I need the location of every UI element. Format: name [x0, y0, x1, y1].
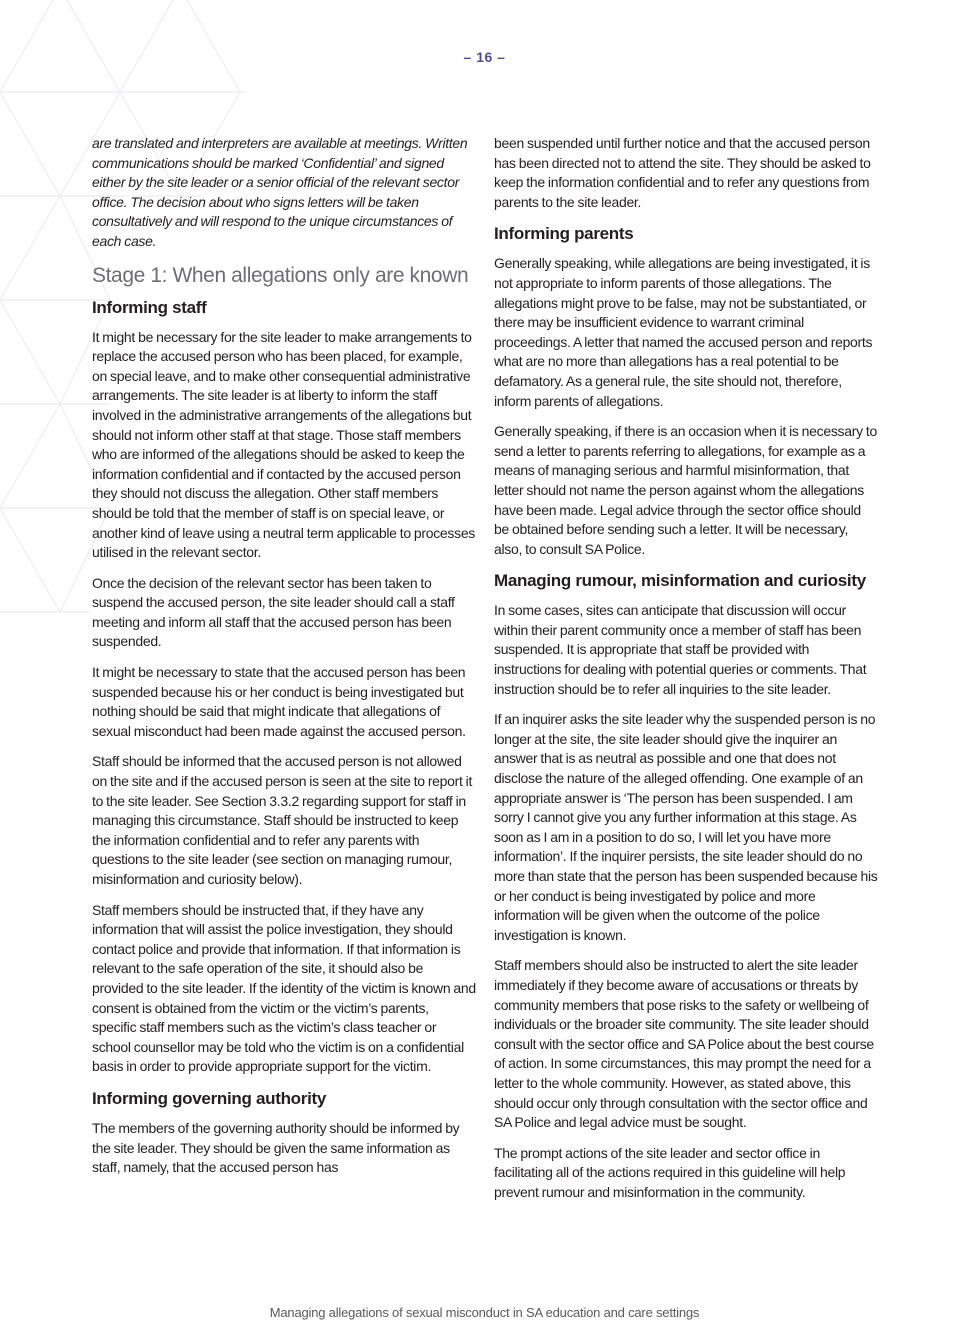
paragraph: It might be necessary to state that the accused person has been suspended because his or her conduct is being investigated but nothing should be said that might indicate that allegations of sexual misconduct had been made against the accused person. [92, 664, 466, 739]
paragraph: Staff should be informed that the accused person is not allowed on the site and if the accused person is seen at the site to report it to the site leader. See Section 3.3.2 regarding support for staff in managing this circumstance. Staff should be instructed to keep the information confidential and to refer any parents with questions to the site leader (see section on managing rumour, misinformation and curiosity below). [92, 753, 473, 887]
paragraph: It might be necessary for the site leader to make arrangements to replace the accused person who has been placed, for example, on special leave, and to make other consequential administrative arrangements. The site leader is at liberty to inform the staff involved in the administrative arrangements of the allegations but should not inform other staff at that stage. Those staff members who are informed of the allegations should be asked to keep the information confidential and if contacted by the accused person they should not discuss the allegation. Other staff members should be told that the member of staff is on special leave, or another kind of leave using a neutral term applicable to processes utilised in the relevant sector. [92, 328, 475, 561]
paragraph: Generally speaking, while allegations are being investigated, it is not appropriate to inform parents of those allegations. The allegations might prove to be false, may not be substantiated, or there may be insufficient evidence to warrant criminal proceedings. A letter that named the accused person and reports what are no more than allegations has a real potential to be defamatory. As a general rule, the site should not, therefore, inform parents of allegations. [494, 255, 873, 409]
paragraph: If an inquirer asks the site leader why the suspended person is no longer at the site, the site leader should give the inquirer an answer that is as neutral as possible and one that does not disclose the nature of the alleged offending. One example of an appropriate answer is ‘The person has been suspended. I am sorry I cannot give you any further information at this stage. As soon as I am in a position to do so, I will let you have more information’. If the inquirer persists, the site leader should do no more than state that the person has been suspended because his or her conduct is being investigated by police and more information will be given when the outcome of the police investigation is known. [494, 711, 878, 943]
document-footer: Managing allegations of sexual misconduct in SA education and care settings [269, 1305, 700, 1320]
informing-parents-heading: Informing parents [494, 224, 634, 244]
paragraph: Once the decision of the relevant sector has been taken to suspend the accused person, the site leader should call a staff meeting and inform all staff that the accused person has been suspended. [92, 574, 455, 650]
page-number: – 16 – [463, 49, 506, 65]
paragraph: The prompt actions of the site leader and sector office in facilitating all of the actions required in this guideline will help prevent rumour and misinformation in the community. [494, 1144, 846, 1200]
managing-rumour-heading: Managing rumour, misinformation and curiosity [494, 571, 866, 591]
left-column [92, 134, 476, 1189]
right-column [494, 134, 878, 1214]
informing-governing-authority-heading: Informing governing authority [92, 1088, 327, 1108]
informing-staff-heading: Informing staff [92, 297, 207, 317]
paragraph: Staff members should also be instructed to alert the site leader immediately if they become aware of accusations or threats by community members that pose risks to the safety or wellbeing of individuals or the broader site community. The site leader should consult with the sector office and SA Police about the best course of action. In some circumstances, this may prompt the need for a letter to the whole community. However, as stated above, this should occur only through consultation with the sector office and SA Police and legal advice must be sought. [494, 957, 874, 1131]
paragraph: In some cases, sites can anticipate that discussion will occur within their parent community once a member of staff has been suspended. It is appropriate that staff be provided with instructions for dealing with potential queries or comments. That instruction should be to refer all inquiries to the site leader. [494, 602, 867, 697]
intro-paragraph: are translated and interpreters are available at meetings. Written communications should be marked ‘Confidential’ and signed either by the site leader or a senior official of the relevant sector office. The decision about who signs letters will be taken consultatively and will respond to the unique circumstances of each case. [92, 135, 468, 249]
paragraph: Staff members should be instructed that, if they have any information that will assist the police investigation, they should contact police and provide that information. If that information is relevant to the safe operation of the site, it should also be provided to the site leader. If the identity of the victim is known and consent is obtained from the victim or the victim’s parents, specific staff members such as the victim’s class teacher or school counsellor may be told who the victim is on a confidential basis in order to provide appropriate support for the victim. [92, 901, 476, 1075]
continuation-paragraph: been suspended until further notice and that the accused person has been directed not to attend the site. They should be asked to keep the information confidential and to refer any questions from parents to the site leader. [494, 135, 871, 210]
paragraph: Generally speaking, if there is an occasion when it is necessary to send a letter to parents referring to allegations, for example as a means of managing serious and harmful misinformation, that letter should not name the person against whom the allegations have been made. Legal advice through the sector office should be obtained before sending such a letter. It will be necessary, also, to consult SA Police. [494, 423, 877, 557]
stage-heading: Stage 1: When allegations only are known [92, 263, 469, 287]
paragraph: The members of the governing authority should be informed by the site leader. They should be given the same information as staff, namely, that the accused person has [92, 1119, 460, 1176]
